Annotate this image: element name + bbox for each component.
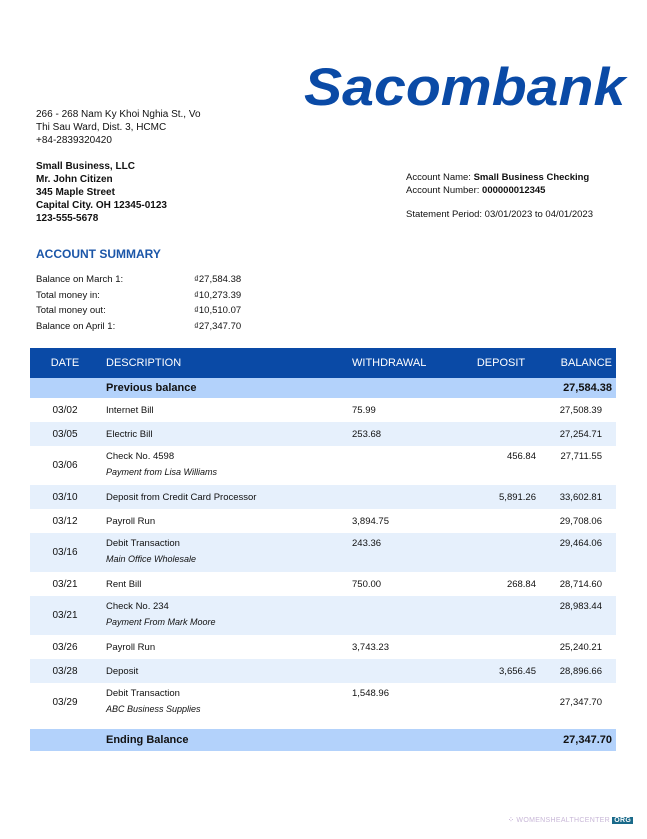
account-number bbox=[406, 184, 589, 197]
row-date: 03/16 bbox=[52, 547, 78, 558]
row-description: Deposit bbox=[106, 665, 139, 677]
summary-value: ₫10,510.07 bbox=[194, 305, 242, 316]
table-row bbox=[30, 446, 616, 485]
table-header bbox=[30, 348, 616, 378]
bank-address-line: 266 - 268 Nam Ky Khoi Nghia St., Vo bbox=[36, 109, 201, 120]
row-balance: 27,347.70 bbox=[559, 697, 602, 708]
watermark bbox=[508, 816, 633, 824]
row-balance: 27,254.71 bbox=[559, 428, 602, 440]
row-deposit: 456.84 bbox=[506, 451, 536, 462]
row-description: Deposit from Credit Card Processor bbox=[106, 491, 257, 503]
summary-label: Total money in: bbox=[36, 289, 100, 301]
row-deposit bbox=[462, 422, 540, 446]
row-date: 03/29 bbox=[52, 697, 78, 708]
summary-row bbox=[36, 288, 274, 304]
customer-street: 345 Maple Street bbox=[36, 187, 115, 198]
row-description-main: Check No. 4598 bbox=[106, 451, 175, 462]
bank-phone: +84-2839320420 bbox=[36, 135, 112, 146]
row-balance: 27,711.55 bbox=[560, 451, 602, 462]
row-description: Payroll Run bbox=[106, 641, 156, 653]
row-balance: 28,983.44 bbox=[559, 601, 602, 612]
row-balance: 33,602.81 bbox=[559, 491, 602, 503]
row-description: Internet Bill bbox=[106, 404, 154, 416]
row-description bbox=[100, 446, 352, 485]
account-number-label: Account Number: bbox=[406, 185, 480, 196]
table-row bbox=[30, 422, 616, 446]
previous-balance-value: 27,584.38 bbox=[563, 382, 612, 394]
row-balance: 28,714.60 bbox=[559, 578, 602, 590]
summary-row bbox=[36, 303, 274, 319]
ending-balance-label: Ending Balance bbox=[106, 734, 189, 746]
col-withdrawal: WITHDRAWAL bbox=[352, 357, 427, 369]
table-row bbox=[30, 659, 616, 683]
row-description: Rent Bill bbox=[106, 578, 142, 590]
row-description-sub: Payment from Lisa Williams bbox=[106, 467, 217, 477]
row-balance: 29,464.06 bbox=[559, 538, 602, 549]
row-withdrawal: 3,743.23 bbox=[352, 641, 389, 653]
row-deposit bbox=[462, 398, 540, 422]
table-row bbox=[30, 398, 616, 422]
col-description: DESCRIPTION bbox=[106, 357, 182, 369]
customer-address bbox=[36, 160, 167, 225]
summary-value: ₫27,347.70 bbox=[194, 320, 242, 332]
account-number-value: 000000012345 bbox=[482, 185, 546, 196]
account-summary-title: ACCOUNT SUMMARY bbox=[36, 247, 161, 261]
row-description: Electric Bill bbox=[106, 428, 153, 440]
previous-balance-label: Previous balance bbox=[106, 382, 197, 394]
row-date: 03/02 bbox=[52, 404, 78, 416]
row-withdrawal: 75.99 bbox=[352, 404, 376, 416]
table-row bbox=[30, 596, 616, 635]
row-withdrawal: 253.68 bbox=[352, 428, 382, 440]
account-info bbox=[406, 171, 589, 197]
previous-balance-row bbox=[30, 378, 616, 398]
row-deposit bbox=[462, 683, 540, 722]
row-description-main: Debit Transaction bbox=[106, 688, 180, 699]
table-row bbox=[30, 509, 616, 533]
row-deposit bbox=[462, 596, 540, 635]
row-date: 03/21 bbox=[52, 610, 78, 621]
row-withdrawal bbox=[352, 659, 462, 683]
row-balance: 27,508.39 bbox=[559, 404, 602, 416]
watermark-dots-icon: ⁘ bbox=[508, 817, 515, 824]
summary-row bbox=[36, 272, 274, 288]
watermark-text: WOMENSHEALTHCENTER bbox=[516, 817, 610, 824]
bank-address-line: Thi Sau Ward, Dist. 3, HCMC bbox=[36, 122, 167, 133]
table-row bbox=[30, 635, 616, 659]
table-row bbox=[30, 572, 616, 596]
summary-value: ₫27,584.38 bbox=[194, 274, 242, 285]
row-deposit bbox=[462, 635, 540, 659]
row-deposit: 3,656.45 bbox=[499, 665, 536, 677]
customer-name: Mr. John Citizen bbox=[36, 174, 113, 185]
row-deposit: 5,891.26 bbox=[499, 491, 536, 503]
row-withdrawal bbox=[352, 446, 462, 485]
row-date: 03/05 bbox=[52, 428, 78, 440]
row-date: 03/12 bbox=[52, 515, 78, 527]
customer-city: Capital City. OH 12345-0123 bbox=[36, 200, 167, 211]
customer-company: Small Business, LLC bbox=[36, 161, 135, 172]
row-description bbox=[100, 596, 352, 635]
summary-label: Total money out: bbox=[36, 305, 106, 316]
row-deposit bbox=[462, 533, 540, 572]
col-balance: BALANCE bbox=[560, 357, 612, 369]
summary-row bbox=[36, 319, 274, 335]
row-withdrawal: 243.36 bbox=[352, 538, 382, 549]
summary-label: Balance on March 1: bbox=[36, 274, 124, 285]
col-deposit: DEPOSIT bbox=[476, 357, 526, 369]
ending-balance-value: 27,347.70 bbox=[563, 734, 612, 746]
row-withdrawal: 1,548.96 bbox=[352, 688, 389, 699]
table-row bbox=[30, 485, 616, 509]
row-description-main: Debit Transaction bbox=[106, 538, 180, 549]
col-date: DATE bbox=[50, 357, 80, 369]
row-withdrawal bbox=[352, 596, 462, 635]
row-withdrawal: 3,894.75 bbox=[352, 515, 389, 527]
row-deposit: 268.84 bbox=[506, 578, 536, 590]
row-balance: 28,896.66 bbox=[559, 665, 602, 677]
row-withdrawal: 750.00 bbox=[352, 578, 382, 590]
account-name-value: Small Business Checking bbox=[473, 172, 590, 183]
transactions-table bbox=[30, 348, 616, 751]
row-deposit bbox=[462, 509, 540, 533]
row-description-sub: Main Office Wholesale bbox=[106, 554, 197, 564]
statement-period: Statement Period: 03/01/2023 to 04/01/2023 bbox=[406, 209, 593, 220]
spacer-row bbox=[30, 722, 616, 729]
row-date: 03/28 bbox=[52, 665, 78, 677]
ending-balance-row bbox=[30, 729, 616, 751]
row-description: Payroll Run bbox=[106, 515, 156, 527]
summary-label: Balance on April 1: bbox=[36, 320, 116, 332]
row-date: 03/21 bbox=[52, 578, 78, 590]
account-summary bbox=[36, 272, 274, 334]
bank-address bbox=[36, 108, 201, 147]
row-description bbox=[100, 683, 352, 722]
table-row bbox=[30, 683, 616, 722]
table-row bbox=[30, 533, 616, 572]
customer-phone: 123-555-5678 bbox=[36, 213, 99, 224]
row-description-sub: Payment From Mark Moore bbox=[106, 617, 216, 627]
watermark-badge: ORG bbox=[614, 817, 632, 824]
row-balance: 25,240.21 bbox=[559, 641, 602, 653]
summary-value: ₫10,273.39 bbox=[194, 289, 242, 301]
row-description-main: Check No. 234 bbox=[106, 601, 169, 612]
row-date: 03/06 bbox=[52, 460, 78, 471]
row-date: 03/26 bbox=[52, 641, 78, 653]
account-name-label: Account Name: bbox=[406, 172, 471, 183]
row-date: 03/10 bbox=[52, 491, 78, 503]
account-name bbox=[406, 171, 589, 184]
row-balance: 29,708.06 bbox=[559, 515, 602, 527]
sacombank-logo: Sacombank bbox=[304, 58, 626, 117]
row-withdrawal bbox=[352, 485, 462, 509]
row-description bbox=[100, 533, 352, 572]
row-description-sub: ABC Business Supplies bbox=[106, 704, 201, 714]
